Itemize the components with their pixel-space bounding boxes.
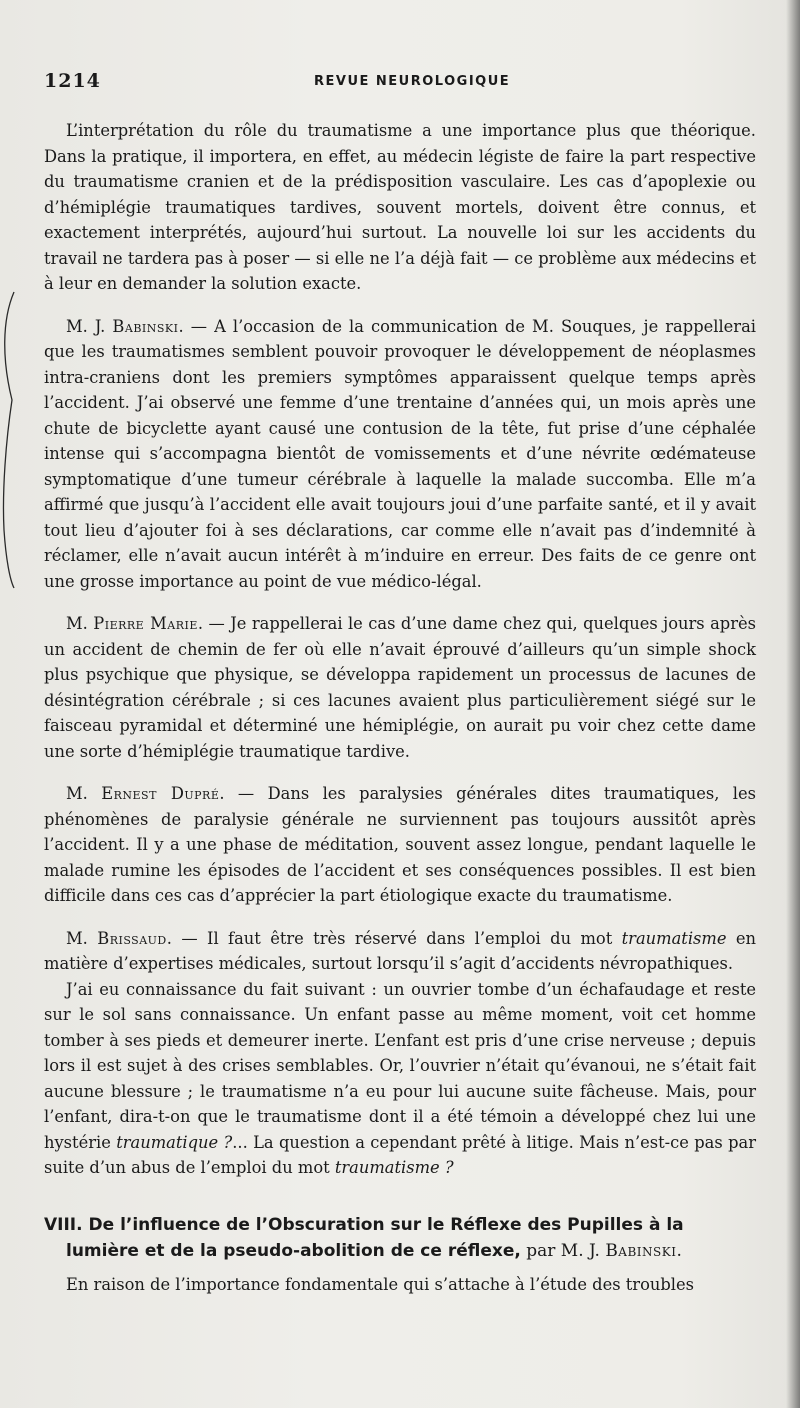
- section-heading: [44, 1212, 756, 1264]
- running-head: REVUE NEUROLOGIQUE: [314, 74, 511, 89]
- paragraph-babinski: [44, 314, 756, 595]
- body-text: [44, 118, 756, 1297]
- paragraph-text: . — A l’occasion de la communication de M. Souques, je rappellerai que les traumatismes semblent pouvoir provoquer le développement de néoplasmes intra-craniens dont les premiers symptômes apparaissent quelque temps après l’accident. J’ai observé une femme d’une trentaine d’années qui, un mois après une chute de bicyclette ayant causé une contusion de la tête, fut prise d’une céphalée intense qui s’accompagna bientôt de vomissements et d’une névrite œdémateuse symptomatique d’une tumeur cérébrale à laquelle la malade succomba. Elle m’a affirmé que jusqu’à l’accident elle avait toujours joui d’une parfaite santé, et il y avait tout lieu d’ajouter foi à ses déclarations, car comme elle n’avait pas d’indemnité à réclamer, elle n’avait aucun intérêt à m’induire en erreur. Des faits de ce genre ont une grosse importance au point de vue médico-légal.: [44, 316, 756, 591]
- paragraph-text: ... La question a cependant prêté à litige. Mais n’est-ce pas par suite d’un abus de l’emploi du mot: [44, 1132, 756, 1177]
- paragraph-text: . — Dans les paralysies générales dites traumatiques, les phénomènes de paralysie générale ne surviennent pas toujours aussitôt après l’accident. Il y a une phase de méditation, souvent assez longue, pendant laquelle le malade rumine les épisodes de l’accident et ses conséquences possibles. Il est bien difficile dans ces cas d’apprécier la part étiologique exacte du traumatisme.: [44, 784, 756, 905]
- speaker-prefix: M.: [66, 928, 98, 948]
- speaker-name: Brissaud: [97, 928, 167, 948]
- section-byline: par M. J.: [520, 1240, 606, 1261]
- paragraph-anecdote: [44, 977, 756, 1181]
- italic-term: traumatisme ?: [334, 1158, 454, 1177]
- page-number: 1214: [44, 70, 101, 92]
- page-header: [44, 70, 756, 92]
- section-author: Babinski: [605, 1240, 677, 1261]
- section-title: De l’influence de l’Obscuration sur le Réflexe des Pupilles à la lumière et de la pseudo-abolition de ce réflexe,: [66, 1214, 684, 1261]
- paragraph-interpretation: L’interprétation du rôle du traumatisme a une importance plus que théorique. Dans la pratique, il importera, en effet, au médecin légiste de faire la part respective du traumatisme cranien et de la prédisposition vasculaire. Les cas d’apoplexie ou d’hémiplégie traumatiques tardives, souvent mortels, doivent être connus, et exactement interprétés, aujourd’hui surtout. La nouvelle loi sur les accidents du travail ne tardera pas à poser — si elle ne l’a déjà fait — ce problème aux médecins et à leur en demander la solution exacte.: [44, 121, 756, 293]
- paragraph-text: J’ai eu connaissance du fait suivant : un ouvrier tombe d’un échafaudage et reste sur le sol sans connaissance. Un enfant passe au même moment, voit cet homme tomber à ses pieds et demeurer inerte. L’enfant est pris d’une crise nerveuse ; depuis lors il est sujet à des crises semblables. Or, l’ouvrier n’était qu’évanoui, ne s’était fait aucune blessure ; le traumatisme n’a eu pour lui aucune suite fâcheuse. Mais, pour l’enfant, dira-t-on que le traumatisme dont il a été témoin a développé chez lui une hystérie: [44, 979, 756, 1152]
- section-end: .: [676, 1240, 682, 1261]
- paragraph-pierre-marie: [44, 611, 756, 764]
- page-edge-shadow: [786, 0, 800, 1408]
- speaker-name: Pierre Marie: [93, 614, 198, 633]
- paragraph-text: . — Je rappellerai le cas d’une dame chez qui, quelques jours après un accident de chemin de fer où elle n’avait éprouvé d’ailleurs qu’un simple shock plus psychique que physique, se développa rapidement un processus de lacunes de désintégration cérébrale ; si ces lacunes avaient plus particulièrement siégé sur le faisceau pyramidal et déterminé une hémiplégie, on aurait pu voir chez cette dame une sorte d’hémiplégie traumatique tardive.: [44, 614, 756, 761]
- italic-term: traumatisme: [621, 928, 727, 948]
- speaker-prefix: M. J.: [66, 316, 113, 336]
- italic-term: traumatique ?: [116, 1132, 233, 1152]
- speaker-prefix: M.: [66, 784, 102, 803]
- paragraph-dupre: [44, 781, 756, 909]
- speaker-name: Babinski: [112, 316, 179, 336]
- speaker-name: Ernest Dupré: [101, 784, 220, 803]
- section-number: VIII.: [44, 1214, 83, 1235]
- paragraph-text: en matière d’expertises médicales, surtout lorsqu’il s’agit d’accidents névropathiques.: [44, 928, 756, 973]
- speaker-prefix: M.: [66, 614, 94, 633]
- paragraph-text: . — Il faut être très réservé dans l’emploi du mot: [166, 928, 622, 948]
- margin-bracket-mark: [0, 290, 16, 590]
- paragraph-closing: En raison de l’importance fondamentale qui s’attache à l’étude des troubles: [66, 1274, 694, 1294]
- paragraph-brissaud: [44, 926, 756, 977]
